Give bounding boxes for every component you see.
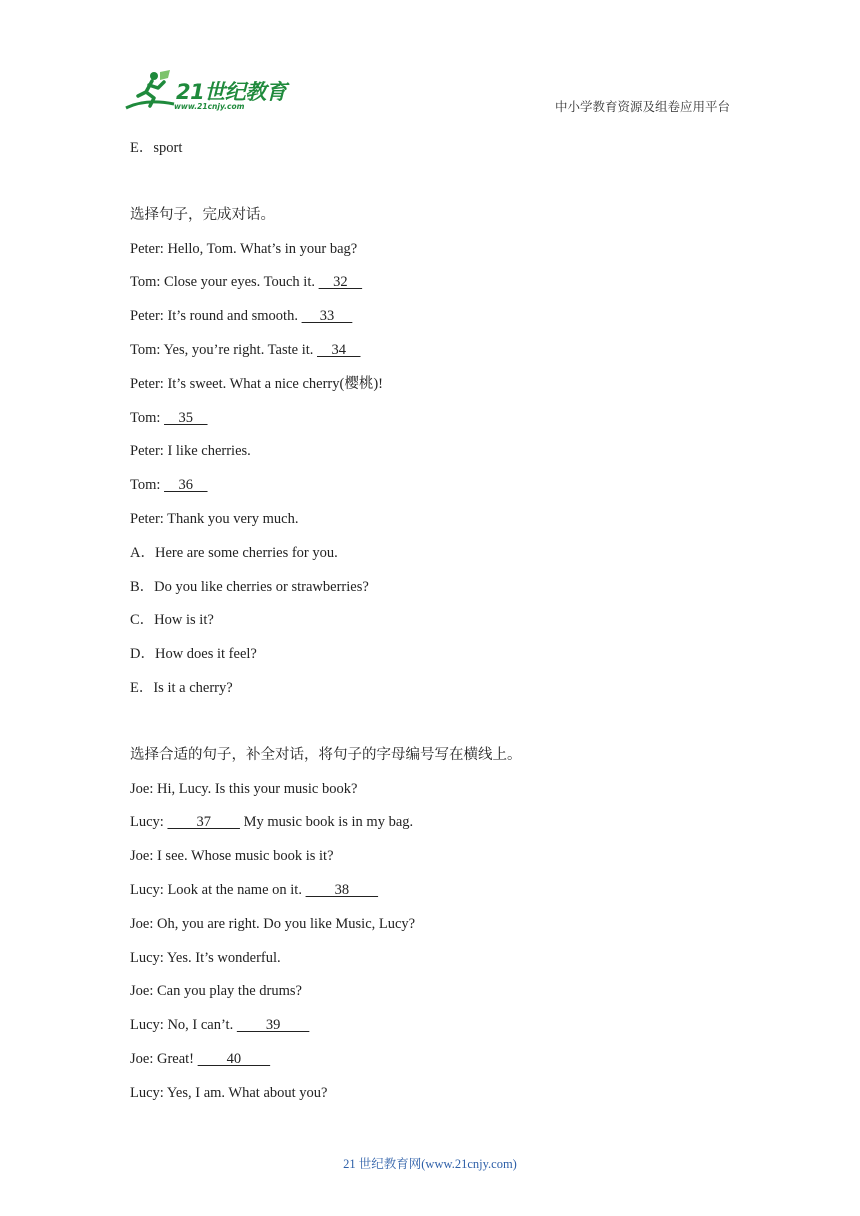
dialogue-text-after: My music book is in my bag. xyxy=(239,814,414,831)
section1-options xyxy=(130,543,750,712)
dialogue-line xyxy=(130,880,750,914)
dialogue-line xyxy=(130,1083,750,1117)
dialogue-line xyxy=(130,239,750,273)
dialogue-line xyxy=(130,374,750,408)
section1-dialogue xyxy=(130,239,750,543)
dialogue-text: Tom: Close your eyes. Touch it. xyxy=(130,274,319,291)
dialogue-line xyxy=(130,306,750,340)
dialogue-text: Lucy: xyxy=(130,814,168,831)
dialogue-line xyxy=(130,441,750,475)
dialogue-text: Peter: It’s round and smooth. xyxy=(130,308,302,325)
dialogue-line xyxy=(130,812,750,846)
page-header xyxy=(0,0,860,130)
dialogue-text: Tom: xyxy=(130,409,165,426)
dialogue-line xyxy=(130,846,750,880)
dialogue-text: Peter: It’s sweet. What a nice cherry(樱桃)! xyxy=(130,375,383,392)
answer-blank: 38 xyxy=(305,881,379,898)
dialogue-line xyxy=(130,981,750,1015)
answer-option: E．Is it a cherry? xyxy=(130,679,233,696)
dialogue-line xyxy=(130,340,750,374)
answer-blank: 40 xyxy=(197,1050,271,1067)
dialogue-text: Peter: I like cherries. xyxy=(130,443,251,460)
dialogue-line xyxy=(130,272,750,306)
option-e-previous: E．sport xyxy=(130,140,183,156)
dialogue-line xyxy=(130,948,750,982)
dialogue-text: Peter: Thank you very much. xyxy=(130,510,299,527)
dialogue-line xyxy=(130,475,750,509)
page-footer: 21 世纪教育网(www.21cnjy.com) xyxy=(343,1157,517,1171)
answer-option: D．How does it feel? xyxy=(130,646,257,663)
dialogue-text: Joe: Hi, Lucy. Is this your music book? xyxy=(130,780,358,797)
section2-instruction: 选择合适的句子，补全对话，将句子的字母编号写在横线上。 xyxy=(130,746,522,763)
dialogue-line xyxy=(130,408,750,442)
logo xyxy=(124,68,294,114)
dialogue-text: Lucy: Yes, I am. What about you? xyxy=(130,1084,328,1101)
answer-option: A．Here are some cherries for you. xyxy=(130,544,338,561)
dialogue-text: Lucy: No, I can’t. xyxy=(130,1017,237,1034)
dialogue-line xyxy=(130,1049,750,1083)
dialogue-text: Peter: Hello, Tom. What’s in your bag? xyxy=(130,240,358,257)
section2-dialogue xyxy=(130,779,750,1117)
dialogue-text: Joe: Can you play the drums? xyxy=(130,983,302,1000)
answer-blank: 33 xyxy=(301,308,353,325)
header-platform-text: 中小学教育资源及组卷应用平台 xyxy=(554,100,730,114)
answer-blank: 36 xyxy=(164,477,208,494)
dialogue-line xyxy=(130,914,750,948)
answer-blank: 39 xyxy=(236,1017,310,1034)
dialogue-text: Lucy: Yes. It’s wonderful. xyxy=(130,949,281,966)
dialogue-text: Tom: xyxy=(130,477,165,494)
logo-text: 21世纪教育 xyxy=(176,80,287,104)
document-body xyxy=(130,138,750,1117)
dialogue-line xyxy=(130,509,750,543)
answer-option: C．How is it? xyxy=(130,612,214,629)
dialogue-text: Joe: I see. Whose music book is it? xyxy=(130,848,334,865)
answer-blank: 37 xyxy=(167,814,240,831)
runner-icon xyxy=(124,68,176,114)
answer-blank: 34 xyxy=(317,341,361,358)
dialogue-text: Tom: Yes, you’re right. Taste it. xyxy=(130,341,317,358)
answer-option: B．Do you like cherries or strawberries? xyxy=(130,578,369,595)
dialogue-text: Lucy: Look at the name on it. xyxy=(130,881,306,898)
dialogue-line xyxy=(130,1015,750,1049)
answer-blank: 35 xyxy=(164,409,208,426)
section1-instruction: 选择句子，完成对话。 xyxy=(130,206,275,223)
answer-blank: 32 xyxy=(318,274,363,291)
logo-url: www.21cnjy.com xyxy=(174,102,245,111)
dialogue-text: Joe: Oh, you are right. Do you like Music, Lucy? xyxy=(130,915,416,932)
dialogue-line xyxy=(130,779,750,813)
dialogue-text: Joe: Great! xyxy=(130,1050,198,1067)
